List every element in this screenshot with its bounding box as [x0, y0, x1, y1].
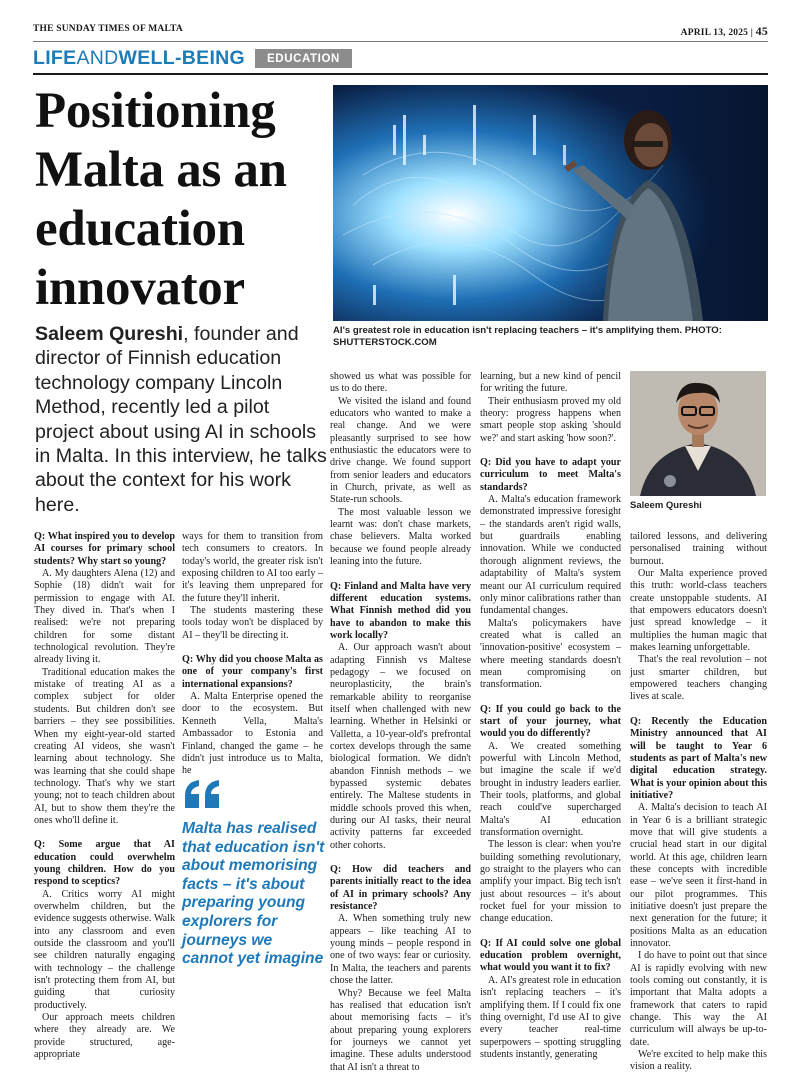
article-column-1	[34, 531, 175, 1061]
section-tag: EDUCATION	[255, 49, 352, 68]
standfirst-text: , founder and director of Finnish education technology company Lincoln Method, recently led a pilot project about using AI in schools in Malta. In this interview, he talks about the context for his work here.	[35, 323, 327, 516]
main-photo	[333, 85, 768, 321]
article-column-3	[330, 371, 471, 1074]
headline: Positioning Malta as an education innovator	[35, 83, 287, 316]
body-paragraph: A. We created something powerful with Lincoln Method, but imagine the scale if we'd brought in industry leaders earlier. Their tools, platforms, and global reach could've supercharged Malta's AI education transformation overnight.	[480, 740, 621, 839]
body-paragraph: Their enthusiasm proved my old theory: progress happens when smart people stop asking 'should we?' and start asking 'how soon?'.	[480, 395, 621, 444]
interview-question: Q: If you could go back to the start of your journey, what would you do differently?	[480, 703, 621, 740]
body-paragraph: showed us what was possible for us to do there.	[330, 371, 471, 395]
portrait-caption: Saleem Qureshi	[630, 500, 702, 511]
article-column-2	[182, 531, 323, 778]
standfirst	[35, 322, 330, 517]
section-title-part: AND	[76, 46, 119, 69]
interview-question: Q: Why did you choose Malta as one of your company's first international expansions?	[182, 654, 323, 690]
interview-question: Q: Recently the Education Ministry announced that AI will be taught to Year 6 students as part of Malta's new digital education strategy. What is your opinion about this initiative?	[630, 715, 767, 801]
body-paragraph: A. Critics worry AI might overwhelm children, but the evidence suggests otherwise. Walk into any classroom and even outside the classroom and you'll see children naturally engaging with technology – the challenge isn't protecting them from AI, but guiding that curiosity productively.	[34, 888, 175, 1011]
interview-question: Q: Did you have to adapt your curriculum to meet Malta's standards?	[480, 457, 621, 493]
body-paragraph: Why? Because we feel Malta has realised that education isn't about memorising facts – it's about preparing young explorers for journeys we cannot yet imagine. These adults understood that AI isn't a threat to	[330, 987, 471, 1073]
body-paragraph: tailored lessons, and delivering personalised training without burnout.	[630, 531, 767, 567]
masthead-right	[681, 24, 768, 39]
body-paragraph: A. Our approach wasn't about adapting Finnish vs Maltese pedagogy – we focused on neuroplasticity, the brain's remarkable ability to reorganise itself when challenged with new learning. Whether in Helsinki or Valletta, a 10-year-old's prefrontal cortex develops through the same biological formation. We didn't abandon Finnish methods – we bypassed systemic debates entirely. The Maltese students in middle schools proved this when, during our AI tasks, their neural activity patterns far exceeded other cohorts.	[330, 642, 471, 851]
standfirst-name: Saleem Qureshi	[35, 323, 184, 345]
body-paragraph: The lesson is clear: when you're building something revolutionary, go straight to the players who can amplify your impact. Big tech isn't just about resources – it's about rocket fuel for your mission to change education.	[480, 839, 621, 925]
section-bar	[33, 46, 352, 70]
body-paragraph: The students mastering these tools today won't be displaced by AI – they'll be directing it.	[182, 605, 323, 641]
interview-question: Q: Some argue that AI education could overwhelm young children. How do you respond to sceptics?	[34, 839, 175, 888]
body-paragraph: We visited the island and found educators who wanted to make a real change. And we were pleasantly surprised to see how enthusiastic the educators were to drive change. We found support from senior leaders and educators in Church, private, as well as State-run schools.	[330, 395, 471, 506]
masthead	[33, 24, 768, 38]
pull-quote: Malta has realised that education isn't about memorising facts – it's about preparing young explorers for journeys we cannot yet imagine	[182, 820, 325, 968]
masthead-rule	[33, 41, 768, 42]
body-paragraph: A. AI's greatest role in education isn't replacing teachers – it's amplifying them. If I could fix one thing overnight, I'd use AI to give every teacher real-time superpowers – spotting struggling students instantly, generating	[480, 974, 621, 1060]
body-paragraph: I do have to point out that since AI is rapidly evolving with new tools coming out constantly, it is important that Malta adopts a framework that caters to rapid change. This way the AI curriculum will always be up-to-date.	[630, 950, 767, 1048]
section-title-part: WELL-BEING	[118, 46, 246, 69]
paper-name: THE SUNDAY TIMES OF MALTA	[33, 24, 183, 34]
portrait-illustration	[630, 371, 766, 496]
body-paragraph: A. When something truly new appears – like teaching AI to young minds – people respond in one of two ways: fear or curiosity. In Malta, the teachers and parents chose the latter.	[330, 913, 471, 987]
interview-question: Q: What inspired you to develop AI courses for primary school students? Why start so young?	[34, 531, 175, 567]
main-photo-illustration	[333, 85, 768, 321]
body-paragraph: ways for them to transition from tech consumers to creators. In today's world, the greater risk isn't exposing children to AI too early – it's leaving them unprepared for the future they'll inherit.	[182, 531, 323, 604]
body-paragraph: learning, but a new kind of pencil for writing the future.	[480, 371, 621, 395]
section-title-part: LIFE	[33, 46, 77, 69]
body-paragraph: Traditional education makes the mistake of treating AI as a complex subject for older students. But children don't see barriers – they see possibilities. When my eight-year-old started creating AI videos, she wasn't learning about technology. She was learning that she could shape technology. That's why we start young; not to teach children about AI, but to show them they're the ones who'll define it.	[34, 666, 175, 826]
body-paragraph: Our Malta experience proved this truth: world-class teachers create unstoppable students. AI that empowers educators doesn't just spread knowledge – it multiplies the human magic that makes learning unforgettable.	[630, 568, 767, 654]
portrait-photo	[630, 371, 766, 496]
separator: |	[750, 28, 754, 38]
body-paragraph: The most valuable lesson we learnt was: don't chase markets, chase believers. Malta worked because we found people already leaning into the future.	[330, 506, 471, 568]
photo-caption: AI's greatest role in education isn't replacing teachers – it's amplifying them. PHOTO: SHUTTERSTOCK.COM	[333, 325, 722, 348]
body-paragraph: Malta's policymakers have created what is called an 'innovation-positive' ecosystem – where meeting standards doesn't mean compromising on transformation.	[480, 617, 621, 691]
issue-date: APRIL 13, 2025	[680, 28, 749, 38]
section-title	[33, 47, 245, 70]
section-rule	[33, 73, 768, 75]
interview-question: Q: If AI could solve one global education problem overnight, what would you want it to fix?	[480, 937, 621, 974]
body-paragraph: A. Malta's decision to teach AI in Year 6 is a brilliant strategic move that will give students a crucial head start in our digital world. At this age, children learn these concepts with incredible ease – we've seen it first-hand in our pilot programmes. This initiative doesn't just prepare the next generation for the future; it positions Malta as an education innovator.	[630, 802, 767, 949]
body-paragraph: We're excited to help make this vision a reality.	[630, 1049, 767, 1073]
article-column-5	[630, 531, 767, 1074]
body-paragraph: Our approach meets children where they already are. We provide structured, age-appropriate	[34, 1012, 175, 1061]
quote-icon	[183, 778, 223, 810]
body-paragraph: A. My daughters Alena (12) and Sophie (18) didn't wait for permission to engage with AI. They dived in. That's when I realised: we're not preparing children for some distant technological revolution. They're already living it.	[34, 568, 175, 666]
body-paragraph: That's the real revolution – not just smarter children, but empowered teachers changing lives at scale.	[630, 654, 767, 703]
body-paragraph: A. Malta's education framework demonstrated impressive foresight – the standards aren't rigid walls, but guardrails enabling innovation. While we conducted thorough alignment reviews, the adaptability of Malta's system meant our AI curriculum required only minor calibrations rather than fundamental changes.	[480, 494, 621, 617]
interview-question: Q: Finland and Malta have very different education systems. What Finnish method did you have to abandon to make this work locally?	[330, 580, 471, 641]
article-column-4	[480, 371, 621, 1061]
interview-question: Q: How did teachers and parents initially react to the idea of AI in primary schools? Any resistance?	[330, 864, 471, 913]
body-paragraph: A. Malta Enterprise opened the door to the ecosystem. But Kenneth Vella, Malta's Ambassador to Estonia and Finland, changed the game – he didn't just introduce us to Malta, he	[182, 691, 323, 777]
page-number: 45	[755, 24, 768, 38]
